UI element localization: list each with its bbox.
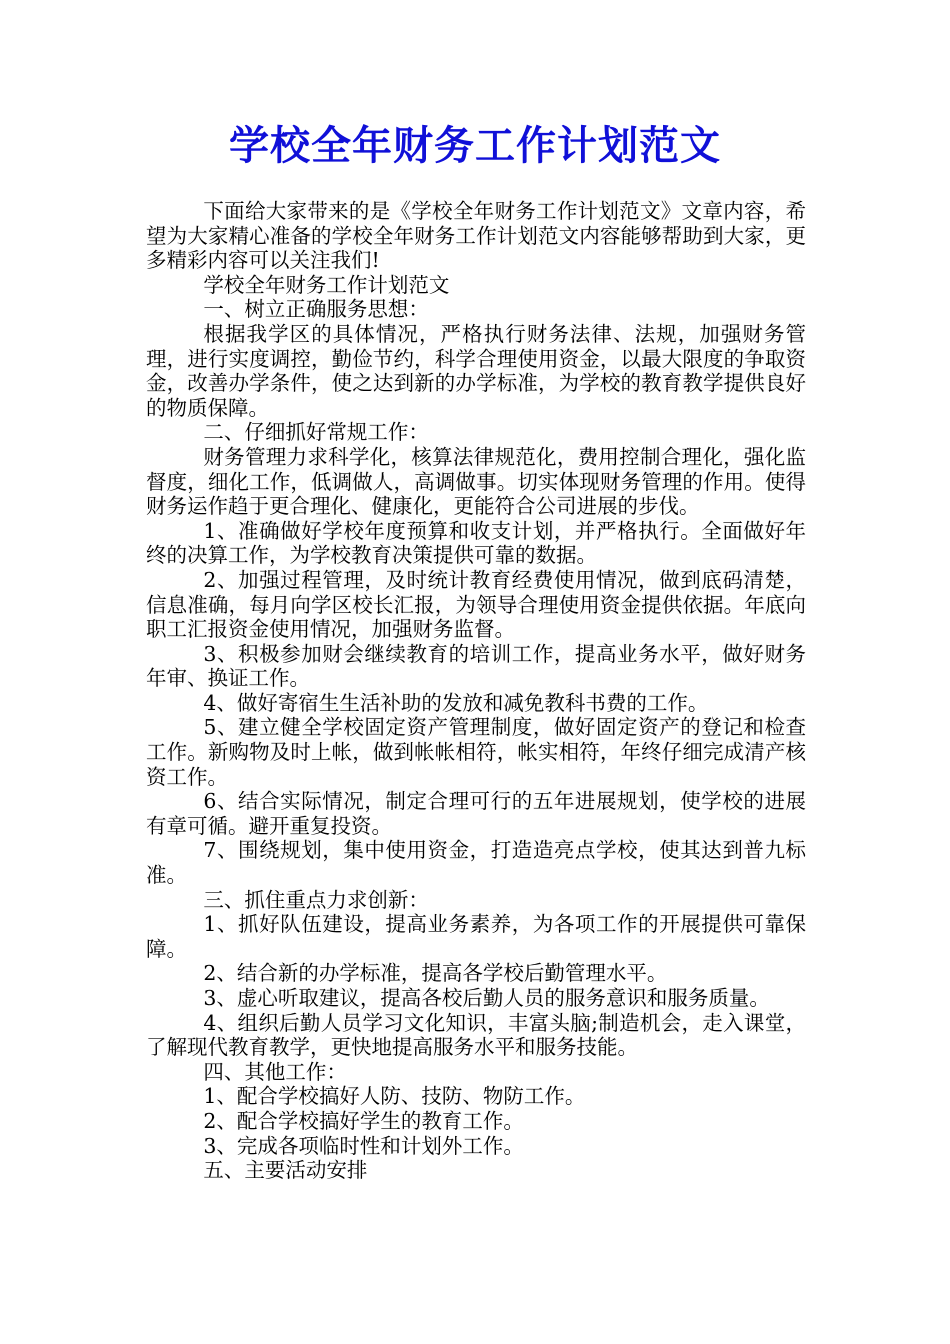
section-heading-2: 二、仔细抓好常规工作： bbox=[203, 420, 429, 445]
list-item: 3、虚心听取建议，提高各校后勤人员的服务意识和服务质量。 bbox=[203, 986, 770, 1010]
section-heading-1: 一、树立正确服务思想： bbox=[203, 297, 429, 322]
section-heading-3: 三、抓住重点力求创新： bbox=[203, 887, 429, 912]
list-item: 3、完成各项临时性和计划外工作。 bbox=[203, 1133, 524, 1158]
list-item: 1、抓好队伍建设，提高业务素养，为各项工作的开展提供可靠保障。 bbox=[146, 912, 806, 961]
list-item: 7、围绕规划，集中使用资金，打造造亮点学校，使其达到普九标准。 bbox=[146, 838, 806, 888]
document-body bbox=[146, 199, 806, 1183]
section-heading-4: 四、其他工作： bbox=[203, 1059, 347, 1084]
list-item: 1、准确做好学校年度预算和收支计划，并严格执行。全面做好年终的决算工作，为学校教育决策提供可靠的数据。 bbox=[146, 518, 806, 568]
list-item: 4、做好寄宿生生活补助的发放和减免教科书费的工作。 bbox=[203, 690, 709, 715]
paragraph: 财务管理力求科学化，核算法律规范化，费用控制合理化，强化监督度，细化工作，低调做人，高调做事。切实体现财务管理的作用。使得财务运作趋于更合理化、健康化，更能符合公司进展的步伐。 bbox=[146, 444, 806, 519]
intro-paragraph: 下面给大家带来的是《学校全年财务工作计划范文》文章内容，希望为大家精心准备的学校全年财务工作计划范文内容能够帮助到大家，更多精彩内容可以关注我们! bbox=[146, 199, 806, 273]
list-item: 4、组织后勤人员学习文化知识，丰富头脑;制造机会，走入课堂，了解现代教育教学，更快地提高服务水平和服务技能。 bbox=[146, 1010, 806, 1060]
list-item: 5、建立健全学校固定资产管理制度，做好固定资产的登记和检查工作。新购物及时上帐，做到帐帐相符，帐实相符，年终仔细完成清产核资工作。 bbox=[146, 715, 806, 789]
subtitle-line: 学校全年财务工作计划范文 bbox=[203, 272, 450, 297]
list-item: 2、结合新的办学标准，提高各学校后勤管理水平。 bbox=[203, 961, 668, 986]
list-item: 1、配合学校搞好人防、技防、物防工作。 bbox=[203, 1084, 586, 1109]
list-item: 3、积极参加财会继续教育的培训工作，提高业务水平，做好财务年审、换证工作。 bbox=[146, 641, 806, 691]
list-item: 6、结合实际情况，制定合理可行的五年进展规划，使学校的进展有章可循。避开重复投资。 bbox=[146, 789, 806, 838]
section-heading-5: 五、主要活动安排 bbox=[203, 1158, 368, 1183]
document-title: 学校全年财务工作计划范文 bbox=[229, 122, 721, 169]
paragraph: 根据我学区的具体情况，严格执行财务法律、法规，加强财务管理，进行实度调控，勤俭节约，科学合理使用资金，以最大限度的争取资金，改善办学条件，使之达到新的办学标准，为学校的教育教学提供良好的物质保障。 bbox=[146, 321, 806, 420]
list-item: 2、加强过程管理，及时统计教育经费使用情况，做到底码清楚，信息准确，每月向学区校长汇报，为领导合理使用资金提供依据。年底向职工汇报资金使用情况，加强财务监督。 bbox=[146, 567, 806, 642]
list-item: 2、配合学校搞好学生的教育工作。 bbox=[203, 1108, 524, 1133]
